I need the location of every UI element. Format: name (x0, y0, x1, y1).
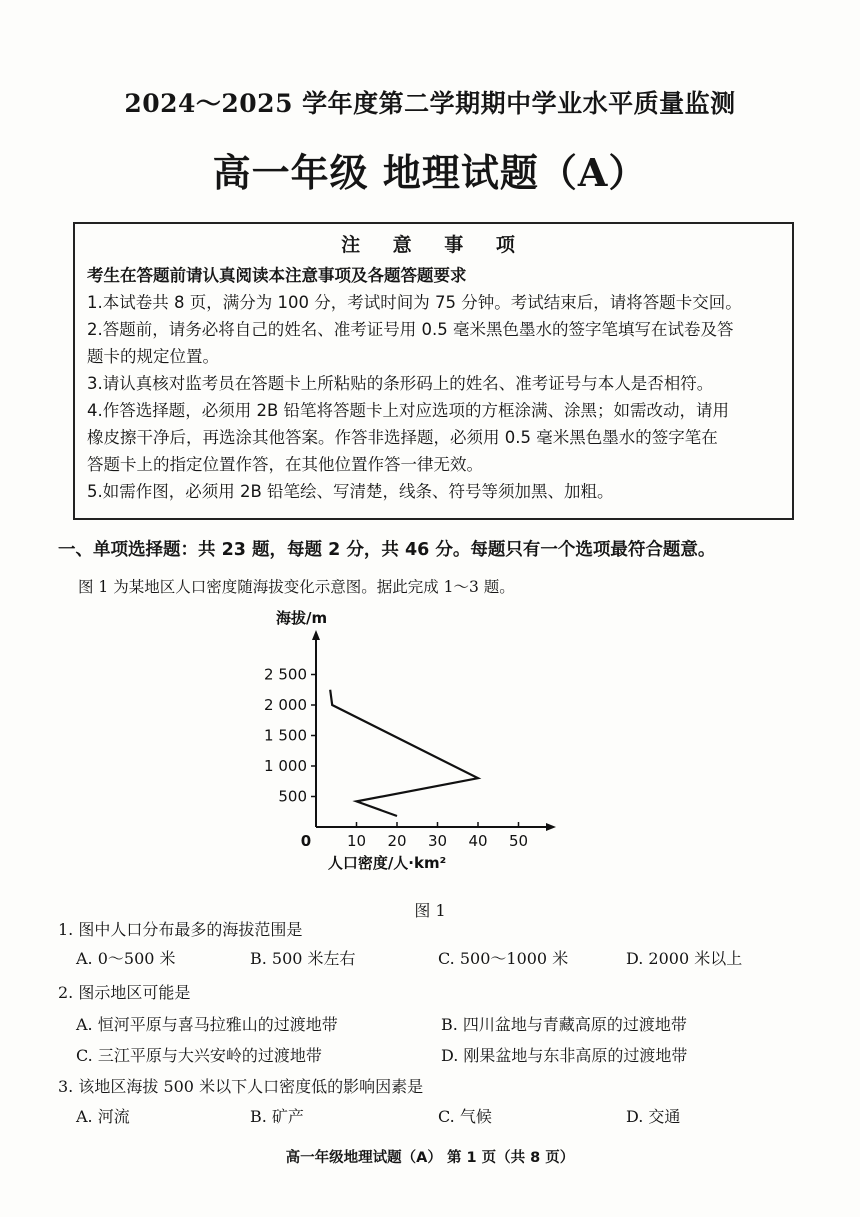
notice-box (73, 222, 794, 520)
y-tick-label: 2 500 (264, 665, 307, 684)
question-2-option-b: B. 四川盆地与青藏高原的过渡地带 (441, 1015, 687, 1034)
y-tick-label: 500 (278, 787, 307, 806)
population-altitude-chart (250, 600, 580, 880)
notice-line: 题卡的规定位置。 (87, 347, 219, 366)
question-3-option-d: D. 交通 (626, 1107, 681, 1126)
exam-title: 2024～2025 学年度第二学期期中学业水平质量监测 (124, 89, 736, 118)
notice-subheading: 考生在答题前请认真阅读本注意事项及各题答题要求 (87, 266, 467, 285)
x-tick-label: 30 (427, 832, 448, 850)
x-axis-arrow (546, 823, 556, 831)
notice-line: 1.本试卷共 8 页，满分为 100 分，考试时间为 75 分钟。考试结束后，请将答题卡交回。 (87, 293, 742, 312)
question-3-option-a: A. 河流 (76, 1107, 130, 1126)
y-tick-label: 1 500 (264, 726, 307, 745)
x-tick-label: 40 (468, 832, 488, 850)
page-footer: 高一年级地理试题（A） 第 1 页（共 8 页） (285, 1150, 575, 1166)
notice-line: 答题卡上的指定位置作答，在其他位置作答一律无效。 (87, 455, 483, 474)
question-1-option-a: A. 0～500 米 (76, 949, 176, 968)
notice-line: 橡皮擦干净后，再选涂其他答案。作答非选择题，必须用 0.5 毫米黑色墨水的签字笔在 (87, 428, 718, 447)
x-tick-label: 0 (300, 832, 312, 850)
notice-line: 5.如需作图，必须用 2B 铅笔绘、写清楚，线条、符号等须加黑、加粗。 (87, 482, 614, 501)
y-axis-arrow (312, 630, 320, 640)
x-tick-label: 50 (508, 832, 529, 850)
question-3-option-b: B. 矿产 (250, 1107, 304, 1126)
y-tick-label: 1 000 (264, 757, 307, 775)
series-line (330, 690, 478, 816)
notice-line: 3.请认真核对监考员在答题卡上所粘贴的条形码上的姓名、准考证号与本人是否相符。 (87, 374, 714, 393)
question-1-option-b: B. 500 米左右 (250, 949, 356, 968)
subject-title: 高一年级 地理试题（A） (212, 150, 648, 195)
question-2-stem: 2. 图示地区可能是 (58, 983, 191, 1002)
x-tick-label: 20 (387, 832, 407, 850)
notice-line: 4.作答选择题，必须用 2B 铅笔将答题卡上对应选项的方框涂满、涂黑；如需改动，请用 (87, 401, 730, 420)
notice-heading: 注 意 事 项 (341, 234, 528, 256)
question-1-option-c: C. 500～1000 米 (438, 949, 569, 968)
question-2-option-c: C. 三江平原与大兴安岭的过渡地带 (76, 1046, 322, 1065)
question-1-stem: 1. 图中人口分布最多的海拔范围是 (58, 920, 303, 939)
notice-line: 2.答题前，请务必将自己的姓名、准考证号用 0.5 毫米黑色墨水的签字笔填写在试卷及答 (87, 320, 734, 339)
y-axis-label: 海拔/m (276, 609, 328, 627)
y-tick-label: 2 000 (264, 696, 307, 714)
question-2-option-d: D. 刚果盆地与东非高原的过渡地带 (441, 1046, 688, 1065)
section-intro: 图 1 为某地区人口密度随海拔变化示意图。据此完成 1～3 题。 (78, 578, 515, 596)
question-2-option-a: A. 恒河平原与喜马拉雅山的过渡地带 (76, 1015, 338, 1034)
section-title: 一、单项选择题：共 23 题，每题 2 分，共 46 分。每题只有一个选项最符合题意。 (58, 540, 716, 560)
question-1-option-d: D. 2000 米以上 (626, 949, 743, 968)
x-axis-label: 人口密度/人·km² (327, 854, 447, 872)
question-3-stem: 3. 该地区海拔 500 米以下人口密度低的影响因素是 (58, 1077, 424, 1096)
x-tick-label: 10 (346, 832, 367, 850)
figure-caption: 图 1 (414, 901, 446, 920)
question-3-option-c: C. 气候 (438, 1107, 492, 1126)
